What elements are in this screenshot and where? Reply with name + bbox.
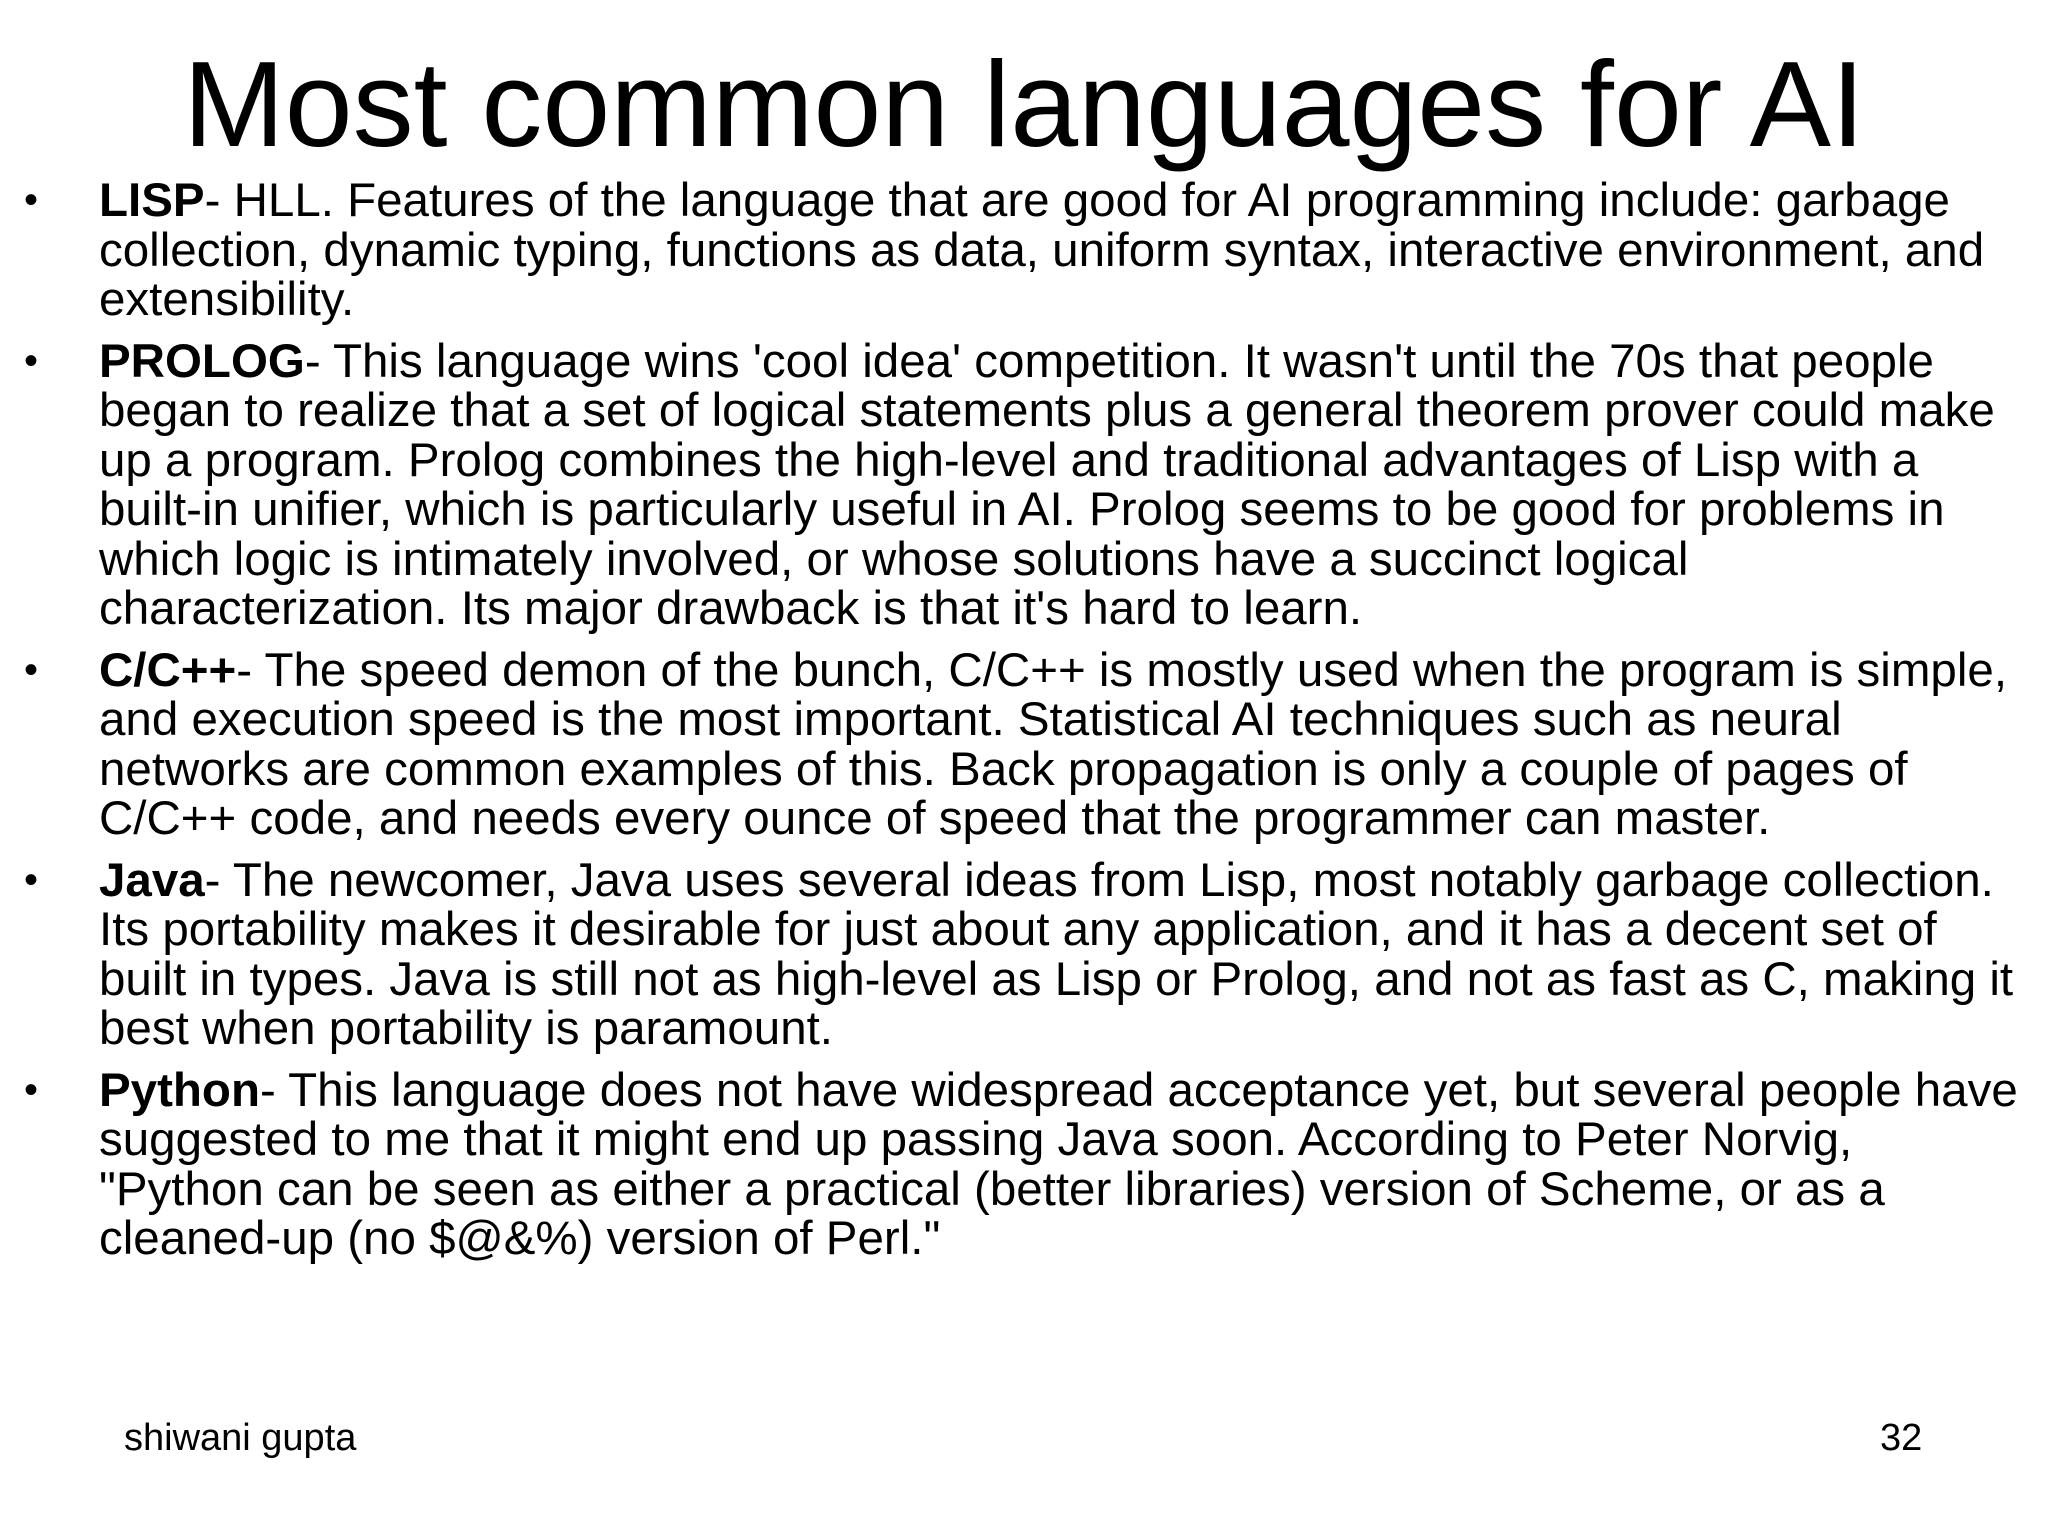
bullet-item-java	[0, 853, 2048, 1055]
bullet-term: Java	[99, 853, 205, 907]
bullet-text: - HLL. Features of the language that are good for AI programming include: garbage collection, dynamic typing, functions as data, uniform syntax, interactive environment, and extensibility.	[99, 174, 1985, 326]
bullet-marker: •	[24, 857, 39, 902]
bullet-marker: •	[24, 647, 39, 692]
bullet-text: - This language wins 'cool idea' competition. It wasn't until the 70s that people began to realize that a set of logical statements plus a general theorem prover could make up a program. Prolog combines the high-level and traditional advantages of Lisp with a built-in unifier, which is particularly useful in AI. Prolog seems to be good for problems in which logic is intimately involved, or whose solutions have a succinct logical characterization. Its major drawback is that it's hard to learn.	[99, 334, 1995, 635]
bullet-item-lisp	[0, 176, 2048, 325]
footer-author: shiwani gupta	[124, 1417, 357, 1459]
bullet-marker: •	[24, 1067, 39, 1112]
bullet-term: C/C++	[99, 643, 237, 697]
bullet-item-python	[0, 1063, 2048, 1265]
bullet-marker: •	[24, 178, 39, 222]
bullet-text: - The newcomer, Java uses several ideas from Lisp, most notably garbage collection. Its portability makes it desirable for just about any application, and it has a decent set of built in types. Java is still not as high-level as Lisp or Prolog, and not as fast as C, making it best when portability is paramount.	[99, 853, 2014, 1055]
bullet-term: Python	[99, 1063, 260, 1117]
bullet-text: - The speed demon of the bunch, C/C++ is mostly used when the program is simple, and execution speed is the most important. Statistical AI techniques such as neural networks are common examples of this. Back propagation is only a couple of pages of C/C++ code, and needs every ounce of speed that the programmer can master.	[99, 643, 2008, 845]
bullet-item-prolog	[0, 334, 2048, 635]
slide-title: Most common languages for AI	[183, 36, 1865, 172]
bullet-marker: •	[24, 338, 39, 383]
bullet-list	[0, 176, 2048, 1276]
bullet-term: LISP	[99, 174, 205, 227]
bullet-item-c-cpp	[0, 643, 2048, 845]
slide-number: 32	[1880, 1417, 1923, 1459]
bullet-text: - This language does not have widespread acceptance yet, but several people have suggested to me that it might end up passing Java soon. According to Peter Norvig, "Python can be seen as either a practical (better libraries) version of Scheme, or as a cleaned-up (no $@&%) version of Perl."	[99, 1063, 2018, 1265]
bullet-term: PROLOG	[99, 334, 305, 388]
